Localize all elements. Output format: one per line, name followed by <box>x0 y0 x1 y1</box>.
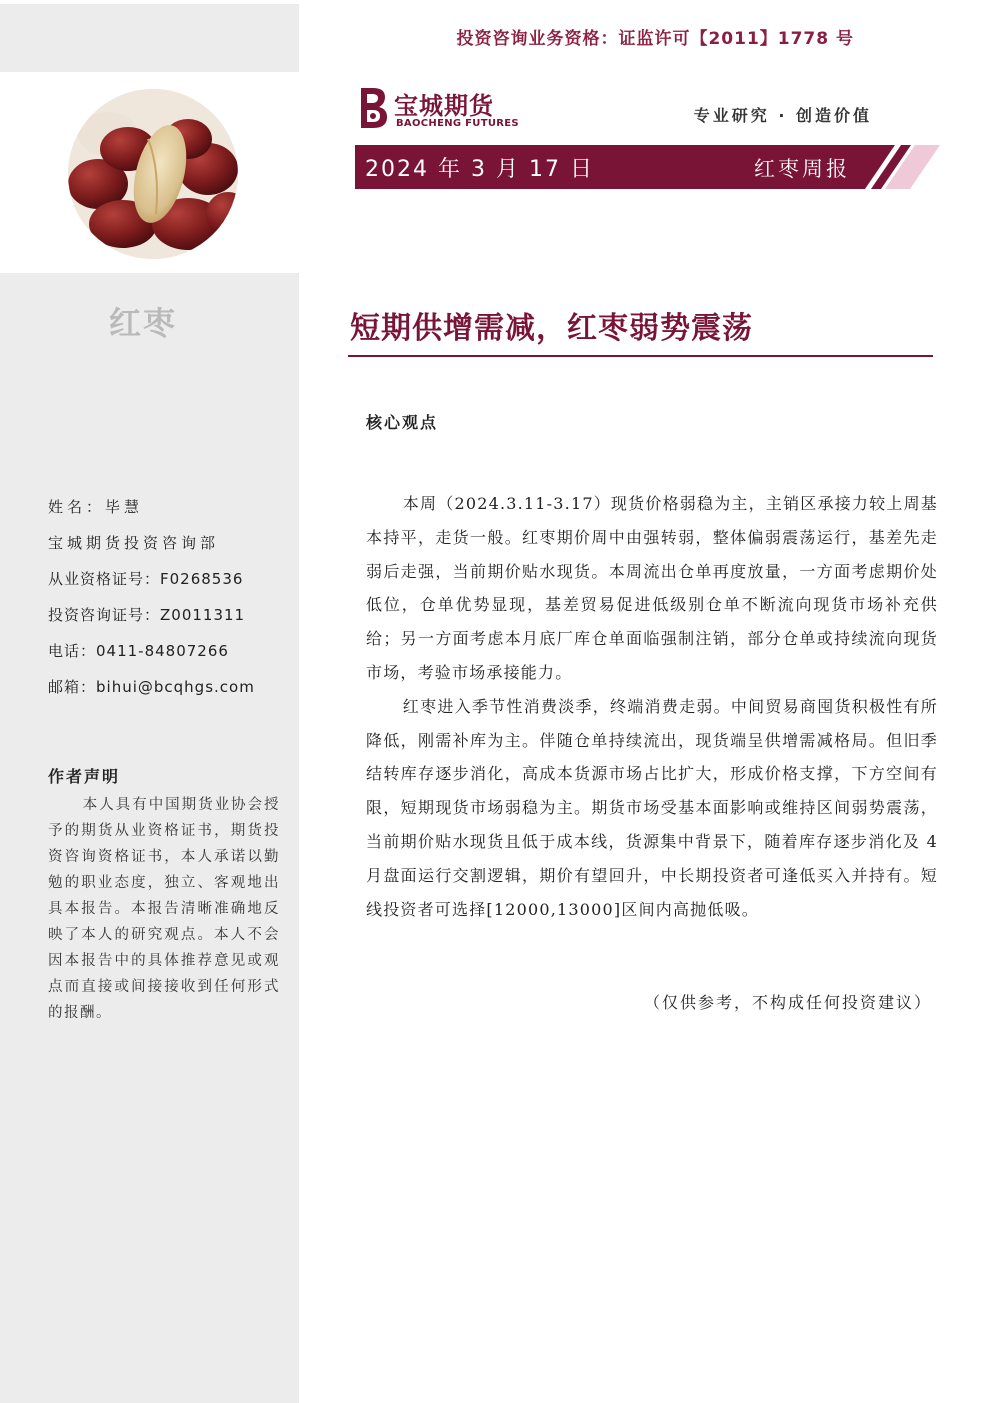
paragraph: 本周（2024.3.11-3.17）现货价格弱稳为主，主销区承接力较上周基本持平，走货一般。红枣期价周中由强转弱，整体偏弱震荡运行，基差先走弱后走强，当前期价贴水现货。本周流出仓单再度放量，一方面考虑期价处低位，仓单优势显现，基差贸易促进低级别仓单不断流向现货市场补充供给；另一方面考虑本月底厂库仓单面临强制注销，部分仓单或持续流向现货市场，考验市场承接能力。 <box>366 494 938 682</box>
company-name-cn: 宝城期货 <box>394 92 494 120</box>
sidebar-top-panel <box>0 4 299 72</box>
company-logo-icon <box>355 84 391 132</box>
author-department: 宝城期货投资咨询部 <box>48 534 220 552</box>
company-logo <box>355 84 525 134</box>
paragraph: 红枣进入季节性消费淡季，终端消费走弱。中间贸易商囤货积极性有所降低，刚需补库为主。伴随仓单持续流出，现货端呈供增需减格局。但旧季结转库存逐步消化，高成本货源市场占比扩大，形成价格支撑，下方空间有限，短期现货市场弱稳为主。期货市场受基本面影响或维持区间弱势震荡，当前期价贴水现货且低于成本线，货源集中背景下，随着库存逐步消化及 4 月盘面运行交割逻辑，期价有望回升，中长期投资者可逢低买入并持有。短线投资者可选择[12000,13000]区间内高抛低吸。 <box>366 696 938 919</box>
company-slogan: 专业研究 · 创造价值 <box>693 106 872 125</box>
report-type: 红枣周报 <box>754 157 850 181</box>
disclaimer: （仅供参考，不构成任何投资建议） <box>643 993 932 1012</box>
consulting-number: 投资咨询证号：Z0011311 <box>48 606 246 624</box>
report-title: 短期供增需减，红枣弱势震荡 <box>350 311 753 346</box>
qualification-number: 从业资格证号：F0268536 <box>48 570 244 588</box>
author-statement-text: 本人具有中国期货业协会授予的期货从业资格证书，期货投资咨询资格证书，本人承诺以勤勉的职业态度，独立、客观地出具本报告。本报告清晰准确地反映了本人的研究观点。本人不会因本报告中的具体推荐意见或观点而直接或间接接收到任何形式的报酬。 <box>48 797 280 1021</box>
red-dates-photo <box>68 89 238 259</box>
report-date: 2024 年 3 月 17 日 <box>365 157 594 182</box>
author-name: 姓名：毕慧 <box>48 498 144 516</box>
core-view-heading: 核心观点 <box>366 413 439 432</box>
core-view-body <box>366 487 938 926</box>
author-info <box>48 494 255 710</box>
sidebar-category: 红枣 <box>108 304 177 342</box>
author-email[interactable]: 邮箱：bihui@bcqhgs.com <box>48 678 255 696</box>
license-info: 投资咨询业务资格：证监许可【2011】1778 号 <box>456 29 854 49</box>
report-banner <box>355 145 940 189</box>
author-statement-title: 作者声明 <box>48 767 121 786</box>
author-phone: 电话：0411-84807266 <box>48 642 229 660</box>
title-divider <box>348 355 933 357</box>
company-name-en: BAOCHENG FUTURES <box>396 118 519 129</box>
